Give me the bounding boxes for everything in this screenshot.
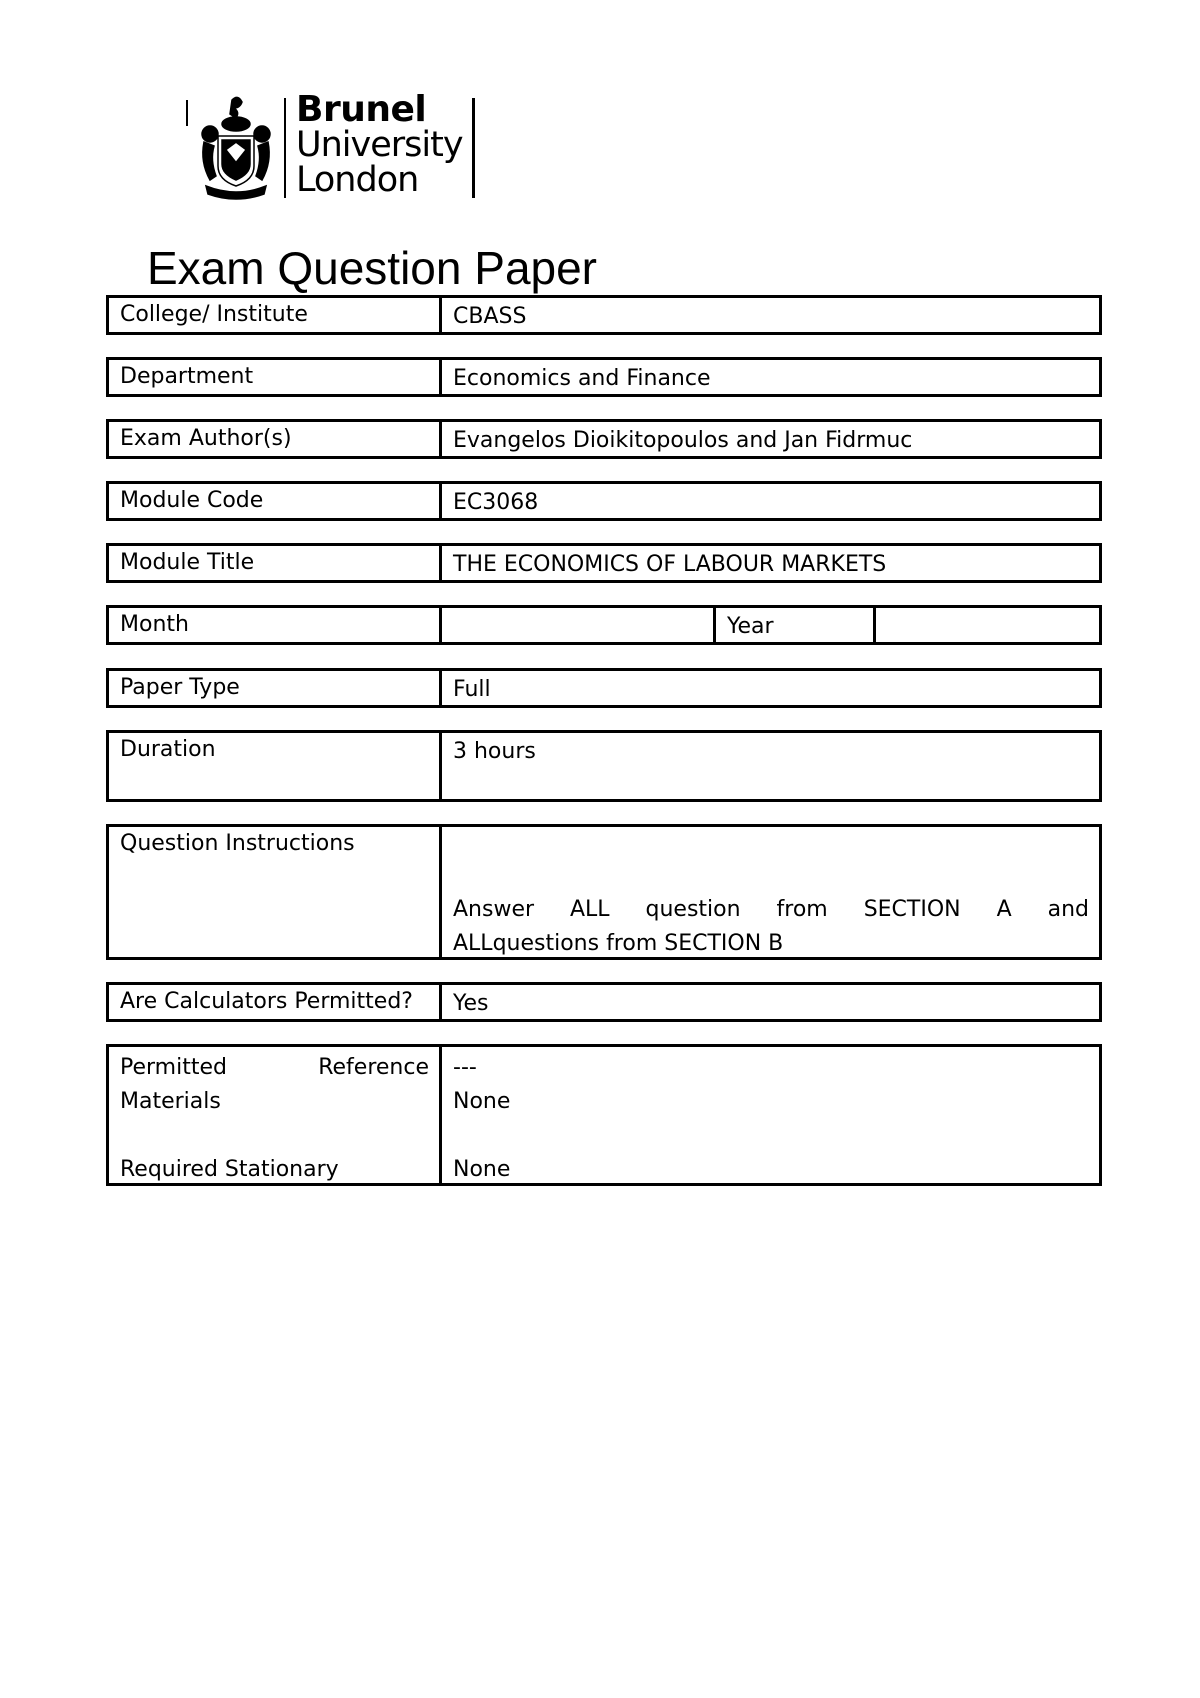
authors-value: Evangelos Dioikitopoulos and Jan Fidrmuc [453, 428, 913, 453]
instructions-line-2: ALLquestions from SECTION B [453, 931, 784, 956]
wordmark-line-1: Brunel [296, 89, 427, 130]
reference-label-line-2: Materials [120, 1089, 221, 1114]
month-year-row [106, 605, 1102, 645]
instructions-label: Question Instructions [109, 827, 442, 957]
instructions-text [453, 893, 1089, 961]
department-value: Economics and Finance [453, 366, 711, 391]
paper-type-row [106, 668, 1102, 708]
reference-row [106, 1044, 1102, 1186]
calculators-row [106, 982, 1102, 1022]
university-logo [186, 89, 476, 202]
logo-right-rule [472, 98, 475, 198]
paper-type-label: Paper Type [109, 671, 442, 705]
reference-label-cell [109, 1047, 442, 1183]
module-title-label: Module Title [109, 546, 442, 580]
authors-label: Exam Author(s) [109, 422, 442, 456]
stationary-value: None [453, 1157, 511, 1182]
reference-value-cell [442, 1047, 1099, 1183]
module-code-row [106, 481, 1102, 521]
university-crest-icon [196, 94, 276, 202]
year-value [876, 608, 1099, 642]
year-label: Year [716, 608, 876, 642]
reference-value: None [453, 1089, 511, 1114]
wordmark-line-3: London [296, 160, 419, 200]
department-label: Department [109, 360, 442, 394]
month-label: Month [109, 608, 442, 642]
calculators-label: Are Calculators Permitted? [109, 985, 442, 1019]
college-row [106, 295, 1102, 335]
reference-dash: --- [453, 1055, 477, 1080]
module-title-row [106, 543, 1102, 583]
instructions-row [106, 824, 1102, 960]
duration-value: 3 hours [453, 739, 536, 764]
logo-divider [284, 98, 286, 198]
stationary-label: Required Stationary [120, 1157, 339, 1182]
authors-row [106, 419, 1102, 459]
month-value [442, 608, 716, 642]
instructions-cell [442, 827, 1099, 957]
duration-label: Duration [109, 733, 442, 799]
duration-row [106, 730, 1102, 802]
college-label: College/ Institute [109, 298, 442, 332]
logo-wordmark [296, 89, 463, 200]
module-code-label: Module Code [109, 484, 442, 518]
module-title-value: THE ECONOMICS OF LABOUR MARKETS [453, 552, 887, 577]
paper-type-value: Full [453, 677, 491, 702]
calculators-value: Yes [453, 991, 489, 1016]
logo-left-rule [186, 100, 188, 126]
wordmark-line-2: University [296, 125, 463, 165]
instructions-line-1: Answer ALL question from SECTION A and [453, 897, 1089, 922]
module-code-value: EC3068 [453, 490, 539, 515]
page-title: Exam Question Paper [147, 242, 598, 294]
college-value: CBASS [453, 304, 527, 329]
department-row [106, 357, 1102, 397]
reference-label-line-1: Permitted Reference [120, 1055, 429, 1080]
